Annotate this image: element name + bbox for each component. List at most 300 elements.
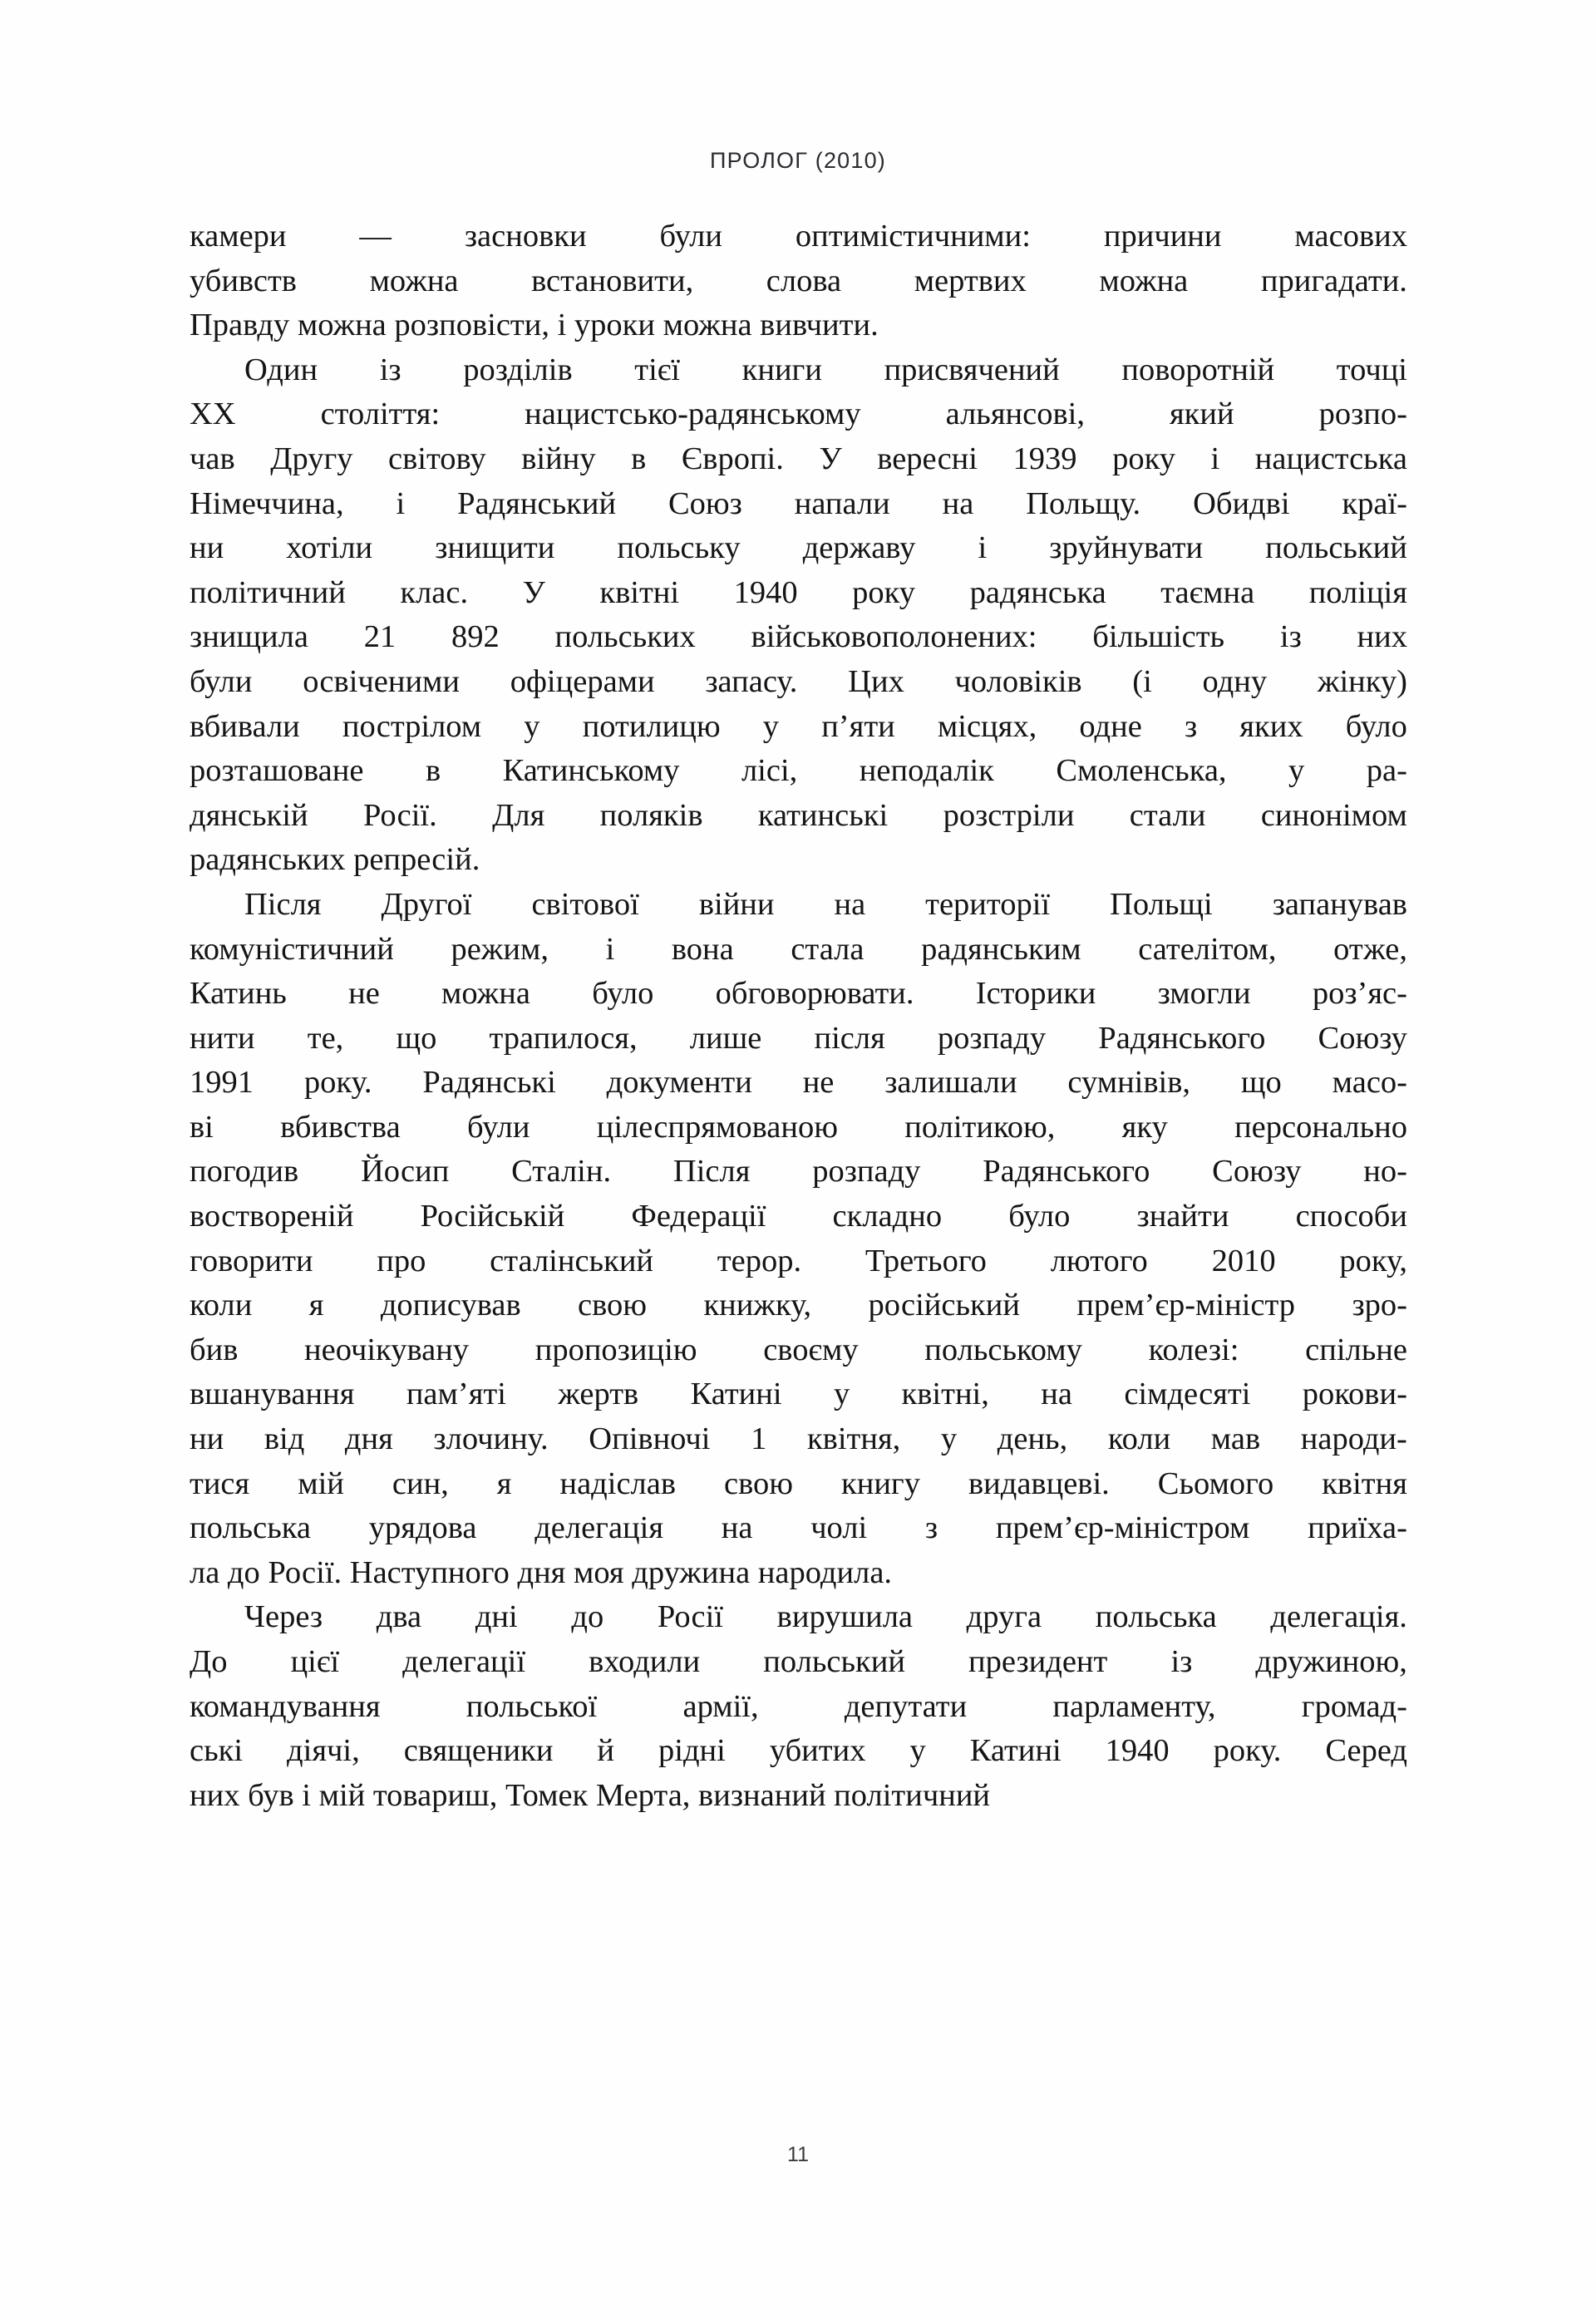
text-line [190, 1106, 1407, 1150]
word: розстріли [943, 797, 1075, 833]
word: делегації [402, 1644, 526, 1679]
word: ські [190, 1733, 244, 1769]
word: коли [190, 1288, 253, 1323]
word: квітня [1322, 1465, 1407, 1501]
text-line [190, 749, 1407, 794]
word: прем’єр-міністром [995, 1510, 1250, 1546]
word: прем’єр-міністр [1076, 1288, 1296, 1323]
word: політикою, [904, 1109, 1056, 1145]
word: коли [1107, 1421, 1171, 1457]
paragraph [190, 348, 1407, 883]
word: неподалік [859, 753, 994, 789]
word: війни [698, 886, 775, 922]
word: пригадати. [1260, 263, 1407, 298]
word: сумнівів, [1067, 1065, 1191, 1101]
text-line [190, 1239, 1407, 1284]
word: тієї [634, 352, 681, 387]
word: світової [531, 886, 639, 922]
word: 1940 [1105, 1733, 1170, 1769]
word: лише [689, 1020, 762, 1056]
word: Сьомого [1157, 1465, 1274, 1501]
word: 1939 [1012, 441, 1077, 476]
word: розпаду [937, 1020, 1047, 1056]
word: зруйнувати [1049, 530, 1204, 566]
word: у [524, 708, 540, 744]
word: радянським [921, 931, 1081, 967]
word: Смоленська, [1056, 753, 1227, 789]
word: Польщі [1110, 886, 1213, 922]
word: польський [763, 1644, 905, 1679]
word: Сталін. [511, 1154, 612, 1190]
word: говорити [190, 1243, 313, 1278]
word: присвячений [884, 352, 1060, 387]
word: засновки [464, 219, 587, 254]
text-line [190, 348, 1407, 393]
page-number [0, 2143, 1596, 2167]
word: квітня, [806, 1421, 901, 1457]
word: клас. [400, 574, 469, 610]
word: політичний [190, 574, 346, 610]
word: у [833, 1377, 850, 1412]
word: обговорювати. [715, 976, 914, 1012]
word: входили [589, 1644, 701, 1679]
text-line [190, 705, 1407, 750]
word: від [264, 1421, 305, 1457]
word: польську [617, 530, 741, 566]
word: XX [190, 397, 236, 432]
word: тися [190, 1465, 250, 1501]
word: день, [997, 1421, 1068, 1457]
word: дружиною, [1255, 1644, 1407, 1679]
word: складно [832, 1199, 943, 1234]
word: після [814, 1020, 885, 1056]
word: польський [1265, 530, 1407, 566]
word: отже, [1333, 931, 1407, 967]
word: воствореній [190, 1199, 354, 1234]
word: вбивали [190, 708, 300, 744]
word: Російській [420, 1199, 565, 1234]
word: Другої [381, 886, 472, 922]
word: я [496, 1465, 512, 1501]
word: не [802, 1065, 835, 1101]
word: і [978, 530, 988, 566]
word: свою [578, 1288, 648, 1323]
text-line [190, 1462, 1407, 1507]
text-line [190, 1150, 1407, 1194]
word: я [308, 1288, 324, 1323]
word: ни [190, 530, 224, 566]
word: сателітом, [1138, 931, 1277, 967]
word: чав [190, 441, 235, 476]
word: вересні [877, 441, 978, 476]
word: військовополонених: [751, 619, 1037, 655]
word: Росії. [362, 797, 437, 833]
word: сталінський [490, 1243, 654, 1278]
word: знищити [435, 530, 555, 566]
word: Після [244, 886, 322, 922]
running-header-text: ПРОЛОГ (2010) [709, 148, 886, 173]
word: нацистська [1254, 441, 1407, 476]
word: року. [1213, 1733, 1282, 1769]
word: урядова [368, 1510, 477, 1546]
word: війну [521, 441, 596, 476]
word: змогли [1157, 976, 1251, 1012]
word: про [377, 1243, 426, 1278]
word: Катинському [502, 753, 680, 789]
word: Союзу [1212, 1154, 1302, 1190]
word: Історики [975, 976, 1096, 1012]
word: лютого [1050, 1243, 1148, 1278]
word: розділів [463, 352, 573, 387]
word: діячі, [287, 1733, 360, 1769]
word: них [1357, 619, 1407, 655]
word: Катині [969, 1733, 1062, 1769]
word: Радянський [457, 485, 617, 521]
word: У [819, 441, 842, 476]
word: Для [492, 797, 545, 833]
text-line [190, 615, 1407, 660]
word: запанував [1272, 886, 1407, 922]
word: світову [388, 441, 486, 476]
word: залишали [884, 1065, 1017, 1101]
word: дня [344, 1421, 393, 1457]
text-line [190, 972, 1407, 1017]
word: Серед [1325, 1733, 1407, 1769]
word: Союзу [1318, 1020, 1407, 1056]
text-line [190, 794, 1407, 839]
word: 1940 [733, 574, 798, 610]
word: масо- [1332, 1065, 1407, 1101]
word: у [1288, 753, 1305, 789]
word: цілеспрямованою [596, 1109, 838, 1145]
text-line [190, 482, 1407, 527]
word: із [1170, 1644, 1193, 1679]
word: катинські [757, 797, 889, 833]
word: чоловіків [954, 663, 1082, 699]
word: року, [1339, 1243, 1407, 1278]
word: Один [244, 352, 318, 387]
word: камери [190, 219, 287, 254]
word: причини [1103, 219, 1222, 254]
word: польських [554, 619, 696, 655]
text-line [190, 1417, 1407, 1462]
word: що [1240, 1065, 1282, 1101]
word: у [909, 1733, 926, 1769]
word: Катинь [190, 976, 287, 1012]
word: яку [1121, 1109, 1168, 1145]
text-line [190, 660, 1407, 705]
paragraph [190, 883, 1407, 1596]
word: з [924, 1510, 938, 1546]
word: Польщу. [1026, 485, 1141, 521]
word: мертвих [914, 263, 1027, 298]
word: й [597, 1733, 615, 1769]
word: поляків [599, 797, 703, 833]
word: Росії [657, 1599, 724, 1635]
word: оптимістичними: [795, 219, 1031, 254]
word: і [1210, 441, 1220, 476]
word: розпаду [812, 1154, 921, 1190]
word: видавцеві. [968, 1465, 1110, 1501]
word: було [1008, 1199, 1071, 1234]
word: парламенту, [1052, 1688, 1216, 1724]
word: трапилося, [489, 1020, 638, 1056]
word: в [631, 441, 647, 476]
word: рокови- [1302, 1377, 1407, 1412]
word: на [721, 1510, 753, 1546]
text-line [190, 259, 1407, 304]
word: польської [466, 1688, 598, 1724]
word: стали [1129, 797, 1206, 833]
word: — [359, 219, 392, 254]
word: п’яти [821, 708, 895, 744]
text-line [190, 526, 1407, 571]
word: 21 [363, 619, 397, 655]
word: Після [672, 1154, 751, 1190]
word: бив [190, 1332, 239, 1367]
word: син, [392, 1465, 449, 1501]
word: свою [724, 1465, 794, 1501]
word: делегація [534, 1510, 664, 1546]
word: убитих [769, 1733, 866, 1769]
word: вона [671, 931, 734, 967]
text-line [190, 1685, 1407, 1730]
word: режим, [451, 931, 549, 967]
word: (і [1132, 663, 1152, 699]
word: жінку) [1317, 663, 1407, 699]
word: освіченими [303, 663, 461, 699]
word: Німеччина, [190, 485, 344, 521]
text-line: ла до Росії. Наступного дня моя дружина народила. [190, 1554, 893, 1590]
word: президент [968, 1644, 1108, 1679]
word: території [925, 886, 1051, 922]
word: у [762, 708, 780, 744]
word: дні [475, 1599, 518, 1635]
word: книги [741, 352, 822, 387]
word: два [376, 1599, 422, 1635]
word: 1 [751, 1421, 767, 1457]
word: Через [244, 1599, 323, 1635]
word: дописував [380, 1288, 521, 1323]
word: зро- [1352, 1288, 1407, 1323]
word: ві [190, 1109, 214, 1145]
word: ра- [1366, 753, 1407, 789]
word: мій [298, 1465, 344, 1501]
word: альянсові, [945, 397, 1085, 432]
word: вбивства [280, 1109, 401, 1145]
text-line [190, 1328, 1407, 1373]
word: російський [868, 1288, 1020, 1323]
word: книгу [841, 1465, 920, 1501]
word: із [379, 352, 401, 387]
word: були [466, 1109, 530, 1145]
word: нацистсько-радянському [525, 397, 861, 432]
text-line [190, 571, 1407, 616]
word: способи [1295, 1199, 1407, 1234]
word: хотіли [286, 530, 373, 566]
word: встановити, [531, 263, 694, 298]
word: розпо- [1318, 397, 1407, 432]
word: Цих [848, 663, 904, 699]
word: До [190, 1644, 228, 1679]
word: одне [1079, 708, 1142, 744]
word: У [522, 574, 545, 610]
word: знайти [1136, 1199, 1229, 1234]
running-header [0, 148, 1596, 174]
word: пострілом [342, 708, 482, 744]
word: були [190, 663, 253, 699]
text-line [190, 928, 1407, 973]
word: Третього [864, 1243, 987, 1278]
word: напали [794, 485, 890, 521]
text-line [190, 214, 1407, 259]
text-line [190, 1017, 1407, 1061]
page-number-text: 11 [787, 2143, 809, 2166]
word: 892 [451, 619, 500, 655]
word: Європі. [681, 441, 784, 476]
word: Катині [690, 1377, 782, 1412]
word: більшість [1092, 619, 1225, 655]
word: масових [1294, 219, 1407, 254]
word: польська [1095, 1599, 1217, 1635]
word: вшанування [190, 1377, 355, 1412]
word: командування [190, 1688, 381, 1724]
word: стала [791, 931, 864, 967]
word: пропозицію [534, 1332, 697, 1367]
word: Федерації [631, 1199, 766, 1234]
word: з [1184, 708, 1198, 744]
word: Радянського [983, 1154, 1150, 1190]
word: неочікувану [304, 1332, 470, 1367]
word: друга [966, 1599, 1042, 1635]
word: польському [924, 1332, 1082, 1367]
text-line [190, 437, 1407, 482]
word: місцях, [937, 708, 1037, 744]
word: Другу [270, 441, 353, 476]
word: краї- [1342, 485, 1407, 521]
text-line [190, 1061, 1407, 1106]
word: і [605, 931, 615, 967]
word: слова [766, 263, 842, 298]
word: потилицю [582, 708, 721, 744]
word: депутати [844, 1688, 968, 1724]
word: пам’яті [406, 1377, 506, 1412]
word: терор. [717, 1243, 802, 1278]
paragraph [190, 1595, 1407, 1818]
word: дянській [190, 797, 308, 833]
word: до [571, 1599, 604, 1635]
word: погодив [190, 1154, 299, 1190]
word: Радянського [1098, 1020, 1266, 1056]
word: точці [1336, 352, 1407, 387]
text-line [190, 1194, 1407, 1239]
word: століття: [320, 397, 441, 432]
paragraph [190, 214, 1407, 348]
word: 2010 [1211, 1243, 1276, 1278]
text-line [190, 1729, 1407, 1774]
word: запасу. [705, 663, 798, 699]
word: радянська [969, 574, 1106, 610]
text-line [190, 1372, 1407, 1417]
word: Союз [667, 485, 742, 521]
word: сімдесяті [1124, 1377, 1251, 1412]
word: мав [1210, 1421, 1261, 1457]
word: роз’яс- [1312, 976, 1407, 1012]
word: надіслав [559, 1465, 677, 1501]
word: у [940, 1421, 958, 1457]
word: із [1279, 619, 1302, 655]
word: польська [190, 1510, 311, 1546]
text-line: радянських репресій. [190, 842, 480, 878]
word: на [834, 886, 866, 922]
word: цієї [290, 1644, 340, 1679]
word: священики [403, 1733, 554, 1769]
word: року [852, 574, 916, 610]
word: державу [802, 530, 916, 566]
word: було [592, 976, 654, 1012]
word: можна [1099, 263, 1189, 298]
word: синонімом [1260, 797, 1407, 833]
word: народи- [1300, 1421, 1407, 1457]
word: ни [190, 1421, 224, 1457]
word: Йосип [360, 1154, 450, 1190]
word: квітні, [901, 1377, 989, 1412]
word: можна [369, 263, 459, 298]
word: нити [190, 1020, 255, 1056]
word: те, [307, 1020, 344, 1056]
text-line: них був і мій товариш, Томек Мерта, визнаний політичний [190, 1777, 991, 1813]
word: лісі, [741, 753, 798, 789]
word: року [1112, 441, 1175, 476]
word: таємна [1160, 574, 1255, 610]
word: приїха- [1308, 1510, 1407, 1546]
word: знищила [190, 619, 308, 655]
word: на [942, 485, 974, 521]
word: офіцерами [510, 663, 655, 699]
word: чолі [810, 1510, 868, 1546]
word: жертв [558, 1377, 639, 1412]
word: громад- [1301, 1688, 1407, 1724]
word: на [1041, 1377, 1072, 1412]
text-line: Правду можна розповісти, і уроки можна вивчити. [190, 308, 879, 343]
text-line [190, 1283, 1407, 1328]
word: спільне [1305, 1332, 1407, 1367]
word: одну [1202, 663, 1268, 699]
word: убивств [190, 263, 297, 298]
word: армії, [682, 1688, 759, 1724]
word: документи [606, 1065, 752, 1101]
word: Обидві [1193, 485, 1290, 521]
word: вирушила [776, 1599, 913, 1635]
word: Опівночі [589, 1421, 711, 1457]
word: і [396, 485, 406, 521]
word: було [1345, 708, 1407, 744]
word: персонально [1234, 1109, 1407, 1145]
word: розташоване [190, 753, 364, 789]
word: колезі: [1148, 1332, 1239, 1367]
word: були [659, 219, 722, 254]
text-line [190, 392, 1407, 437]
word: поворотній [1121, 352, 1275, 387]
text-line [190, 1506, 1407, 1551]
body-text-block [190, 214, 1407, 1818]
word: книжку, [703, 1288, 812, 1323]
word: квітні [599, 574, 680, 610]
word: Радянські [422, 1065, 556, 1101]
word: но- [1363, 1154, 1407, 1190]
word: делегація. [1270, 1599, 1407, 1635]
text-line [190, 1640, 1407, 1685]
